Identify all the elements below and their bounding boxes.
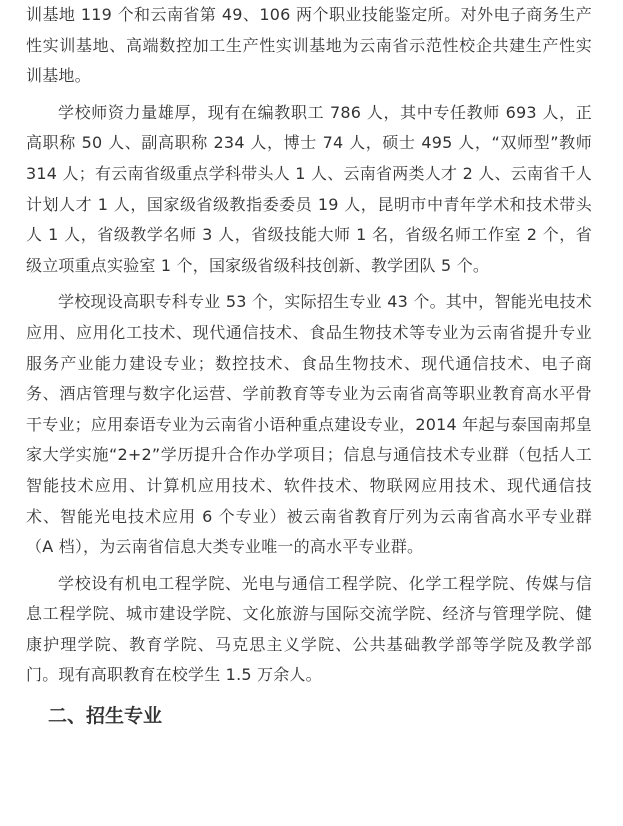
- article-body: [26, 0, 592, 731]
- paragraph-majors: 学校现设高职专科专业 53 个，实际招生专业 43 个。其中，智能光电技术应用、应用化工技术、现代通信技术、食品生物技术等专业为云南省提升专业服务产业能力建设专业；数控技术、食品生物技术、现代通信技术、电子商务、酒店管理与数字化运营、学前教育等专业为云南省高等职业教育高水平骨干专业；应用泰语专业为云南省小语种重点建设专业，2014 年起与泰国南邦皇家大学实施“2+2”学历提升合作办学项目；信息与通信技术专业群（包括人工智能技术应用、计算机应用技术、软件技术、物联网应用技术、现代通信技术、智能光电技术应用 6 个专业）被云南省教育厅列为云南省高水平专业群（A 档），为云南省信息大类专业唯一的高水平专业群。: [26, 292, 592, 557]
- paragraph-colleges: 学校设有机电工程学院、光电与通信工程学院、化学工程学院、传媒与信息工程学院、城市建设学院、文化旅游与国际交流学院、经济与管理学院、健康护理学院、教育学院、马克思主义学院、公共基础教学部等学院及教学部门。现有高职教育在校学生 1.5 万余人。: [26, 573, 592, 685]
- paragraph-training-bases: 训基地 119 个和云南省第 49、106 两个职业技能鉴定所。对外电子商务生产性实训基地、高端数控加工生产性实训基地为云南省示范性校企共建生产性实训基地。: [26, 5, 592, 86]
- section-heading-majors: 二、招生专业: [48, 705, 163, 728]
- paragraph-faculty: 学校师资力量雄厚，现有在编教职工 786 人，其中专任教师 693 人，正高职称 50 人、副高职称 234 人，博士 74 人，硕士 495 人，“双师型”教师 314 人；有云南省级重点学科带头人 1 人、云南省两类人才 2 人、云南省千人计划人才 1 人，国家级省级教指委委员 19 人，昆明市中青年学术和技术带头人 1 人，省级教学名师 3 人，省级技能大师 1 名，省级名师工作室 2 个，省级立项重点实验室 1 个，国家级省级科技创新、教学团队 5 个。: [26, 102, 592, 275]
